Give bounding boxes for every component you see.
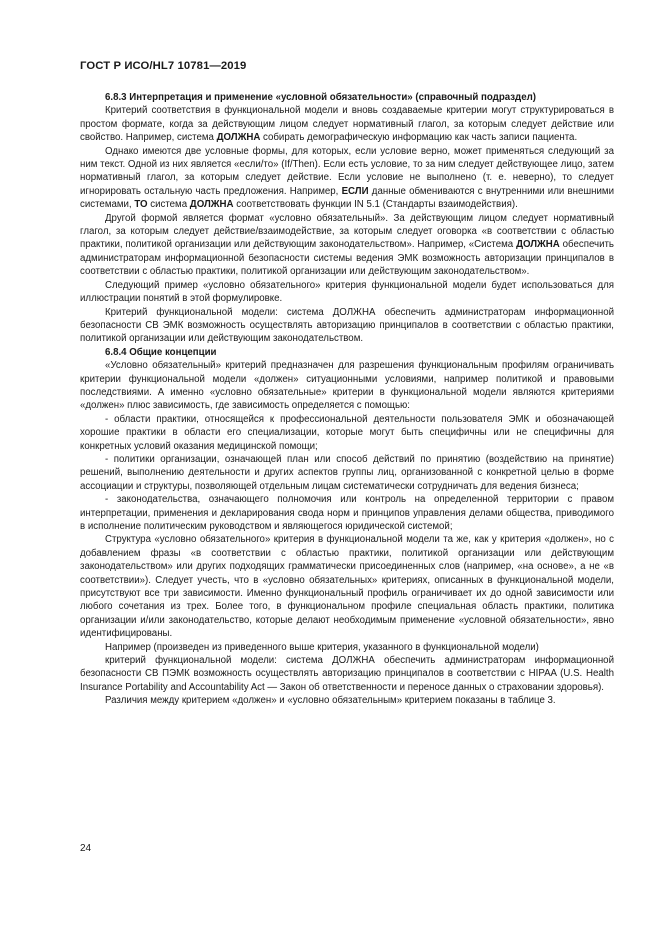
body-paragraph — [80, 533, 614, 640]
body-paragraph — [80, 212, 614, 279]
document-standard-header: ГОСТ Р ИСО/HL7 10781—2019 — [80, 60, 247, 72]
body-paragraph — [80, 279, 614, 306]
page-number: 24 — [80, 843, 92, 854]
emphasized-term: ДОЛЖНА — [189, 199, 234, 211]
section-heading: 6.8.4 Общие концепции — [105, 346, 217, 358]
paragraph-text: система — [147, 199, 190, 211]
paragraph-text: Различия между критерием «должен» и «условно обязательным» критерием показаны в таблице 3. — [105, 695, 556, 707]
paragraph-text: собирать демографическую информацию как часть записи пациента. — [260, 132, 578, 144]
paragraph-text: Однако имеются две условные формы, для которых, если условие верно, может применяться следующий за ним текст. Одной из них является «если/то» (If/Then). Если есть условие, то за ним следует действующее лицо, затем нормативный глагол, за которым следует действие. Если условие не выполнено (т. е. неверно), то следует игнорировать остальную часть предложения. Например, — [80, 145, 614, 197]
paragraph-text: Другой формой является формат «условно обязательный». За действующим лицом следует нормативный глагол, за которым следует действие/взаимодействие, за которым следует оговорка «в соответствии с областью практики, политикой организации или действующим законодательством». Например, «Система — [80, 212, 614, 251]
body-paragraph — [80, 306, 614, 346]
body-paragraph — [80, 641, 614, 654]
emphasized-term: ЕСЛИ — [341, 185, 369, 197]
body-paragraph — [80, 359, 614, 413]
paragraph-text: - области практики, относящейся к профессиональной деятельности пользователя ЭМК и обозначающей хорошие практики в области его специализации, которые могут быть специфичны или не специфичны для конкретных условий оказания медицинской помощи; — [80, 413, 614, 452]
document-body — [80, 91, 614, 708]
paragraph-text: критерий функциональной модели: система ДОЛЖНА обеспечить администраторам информационной безопасности СВ ПЭМК возможность осуществлять авторизацию принципалов в соответствии с HIPAA (U.S. Health Insurance Portability and Accountability Act — Закон об ответственности и переносе данных о страховании здоровья). — [80, 655, 614, 693]
paragraph-text: Следующий пример «условно обязательного» критерия функциональной модели будет использоваться для иллюстрации понятий в этой формулировке. — [80, 279, 614, 305]
paragraph-text: - законодательства, означающего полномочия или контроль на определенной территории с правом интерпретации, применения и декларирования свода норм и принципов управления делами общества, приводимого в исполнение политическим руководством и являющегося юридической системой; — [80, 494, 614, 532]
paragraph-text: Например (произведен из приведенного выше критерия, указанного в функциональной модели) — [105, 641, 539, 653]
paragraph-text: Критерий функциональной модели: система ДОЛЖНА обеспечить администраторам информационной безопасности СВ ЭМК возможность осуществлять авторизацию принципалов в соответствии с областью практики, политикой организации или действующим законодательством. — [80, 306, 614, 345]
paragraph-text: Структура «условно обязательного» критерия в функциональной модели та же, как у критерия «должен», но с добавлением фразы «в соответствии с областью практики, политикой организации или действующим законодательством» или других подходящих грамматически присоединенных слов (например, «на основе», а не «в соответствии»). Следует учесть, что в «условно обязательных» критериях, описанных в функциональной модели, присутствуют все три зависимости. Именно функциональный профиль ограничивает их до одной зависимости или любого сочетания из трех. Более того, в функциональном профиле специальная область практики, политика организации и/или законодательство, которые делают необходимым применение «условной обязательности», явно идентифицированы. — [80, 534, 614, 640]
body-paragraph — [80, 453, 614, 493]
emphasized-term: ТО — [134, 199, 148, 211]
paragraph-text: - политики организации, означающей план или способ действий по принятию (воздействию на принятие) решений, выполнению деятельности и других аспектов группы лиц, организованной с конкретной целью в форме ассоциации и структуры, позволяющей отдельным лицам систематически сотрудничать для ведения бизнеса; — [80, 453, 614, 492]
paragraph-text: данные обмениваются с внутренними или внешними системами, — [80, 185, 615, 211]
emphasized-term: ДОЛЖНА — [516, 239, 560, 251]
body-paragraph — [80, 104, 614, 144]
section-heading: 6.8.3 Интерпретация и применение «условной обязательности» (справочный подраздел) — [105, 92, 536, 103]
paragraph-text: «Условно обязательный» критерий предназначен для разрешения функциональным профилям ограничивать критерии функциональной модели «должен» ситуационными условиями, например политикой и правовыми последствиями. А именно «условно обязательные» критерии в функциональной модели являются критериями «должен» плюс зависимость, где зависимость определяется с помощью: — [80, 360, 614, 412]
body-paragraph — [80, 654, 614, 694]
body-paragraph — [80, 493, 614, 533]
body-paragraph — [80, 413, 614, 453]
body-paragraph — [80, 145, 614, 212]
paragraph-text: Критерий соответствия в функциональной модели и вновь создаваемые критерии могут структурироваться в простом формате, когда за действующим лицом следует нормативный глагол, за которым следует действие или свойство. Например, система — [80, 105, 614, 144]
paragraph-text: обеспечить администраторам информационной безопасности системы ведения ЭМК возможность авторизации принципалов в соответствии с областью практики, политикой организации или действующим законодательством». — [80, 239, 614, 278]
emphasized-term: ДОЛЖНА — [216, 132, 261, 144]
body-paragraph — [80, 694, 614, 707]
paragraph-text: соответствовать функции IN 5.1 (Стандарты взаимодействия). — [233, 199, 518, 211]
